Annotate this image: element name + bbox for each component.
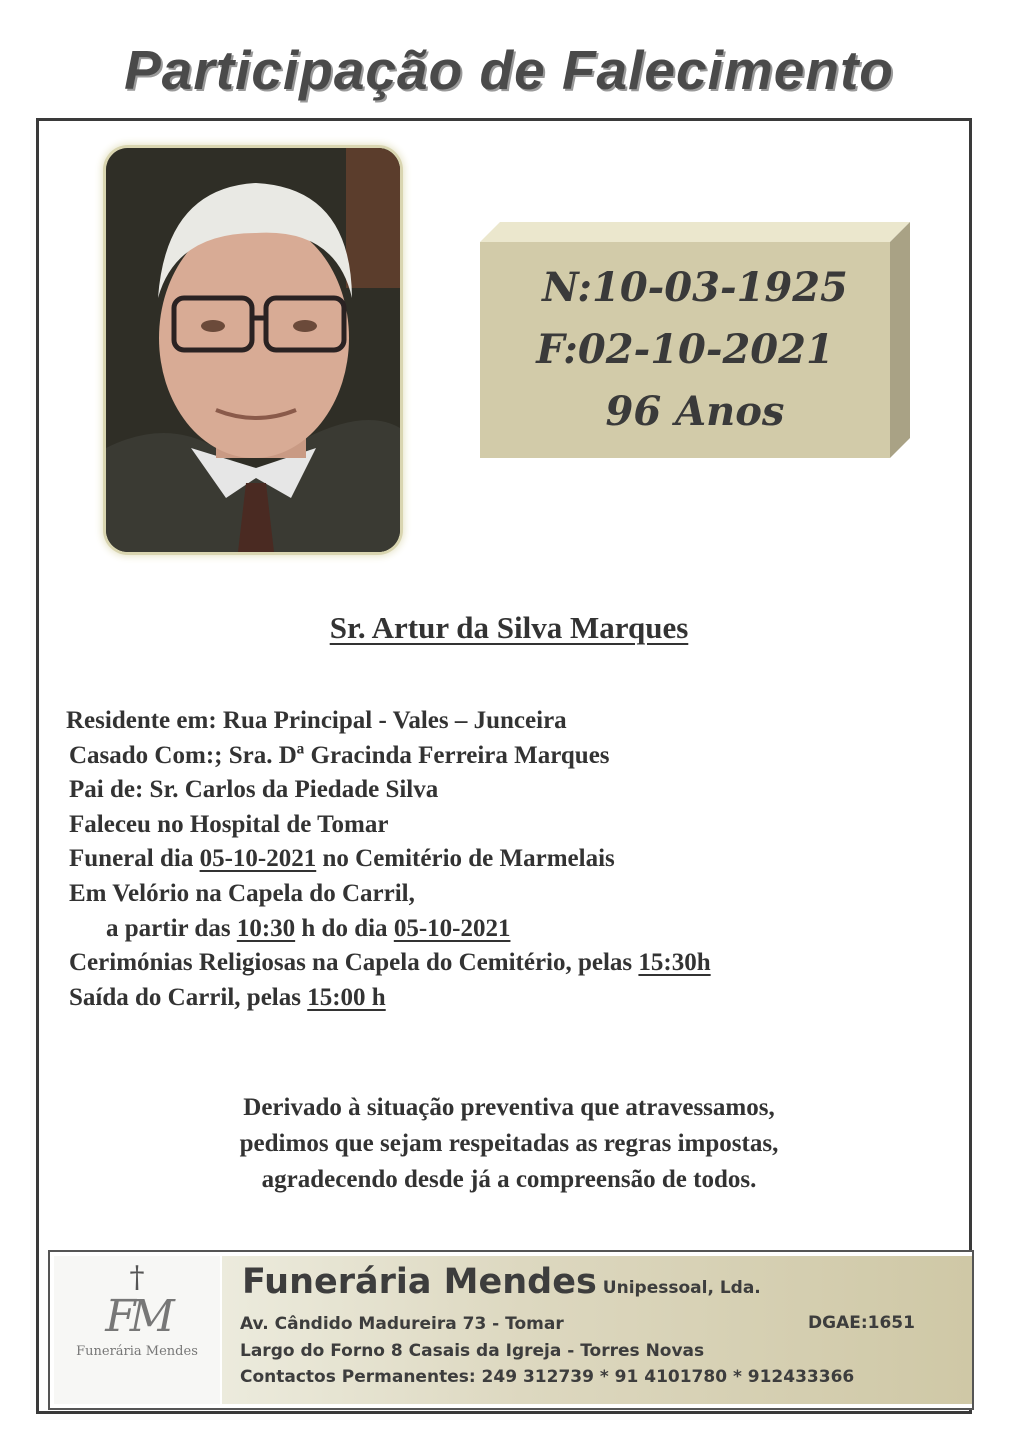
birth-date: N:10-03-1925 <box>542 264 848 311</box>
dgae-number: DGAE:1651 <box>808 1313 915 1333</box>
wake-line: Em Velório na Capela do Carril, <box>69 879 415 907</box>
logo-monogram: FM <box>105 1291 169 1342</box>
death-date: F:02-10-2021 <box>536 326 834 373</box>
died-at-line: Faleceu no Hospital de Tomar <box>69 810 389 838</box>
wake-time-line: a partir das 10:30 h do dia 05-10-2021 <box>106 914 511 942</box>
funeral-line: Funeral dia 05-10-2021 no Cemitério de Marmelais <box>69 845 615 873</box>
details-block <box>66 704 946 1015</box>
father-line: Pai de: Sr. Carlos da Piedade Silva <box>69 776 439 804</box>
address-tomar: Av. Cândido Madureira 73 - Tomar <box>240 1314 564 1334</box>
deceased-name: Sr. Artur da Silva Marques <box>329 610 689 645</box>
cross-icon: † <box>129 1260 145 1295</box>
spouse-line: Casado Com:; Sra. Dª Gracinda Ferreira Marques <box>69 741 610 769</box>
logo-name: Funerária Mendes <box>76 1344 198 1359</box>
deceased-photo <box>106 148 400 552</box>
departure-line: Saída do Carril, pelas 15:00 h <box>69 983 386 1011</box>
age: 96 Anos <box>605 388 785 435</box>
brand-name: Funerária Mendes Unipessoal, Lda. <box>242 1262 761 1302</box>
residence-line: Residente em: Rua Principal - Vales – Junceira <box>66 707 567 734</box>
contacts-line: Contactos Permanentes: 249 312739 * 91 4101780 * 912433366 <box>240 1367 855 1387</box>
funeral-home-logo <box>54 1256 220 1404</box>
covid-notice: Derivado à situação preventiva que atravessamos, pedimos que sejam respeitadas as regras impostas, agradecendo desde já a compreensão de todos. <box>239 1094 779 1193</box>
page-title: Participação de Falecimento <box>124 39 894 101</box>
ceremony-line: Cerimónias Religiosas na Capela do Cemitério, pelas 15:30h <box>69 949 711 977</box>
dates-plaque <box>480 222 910 458</box>
address-torres-novas: Largo do Forno 8 Casais da Igreja - Torres Novas <box>240 1341 705 1361</box>
